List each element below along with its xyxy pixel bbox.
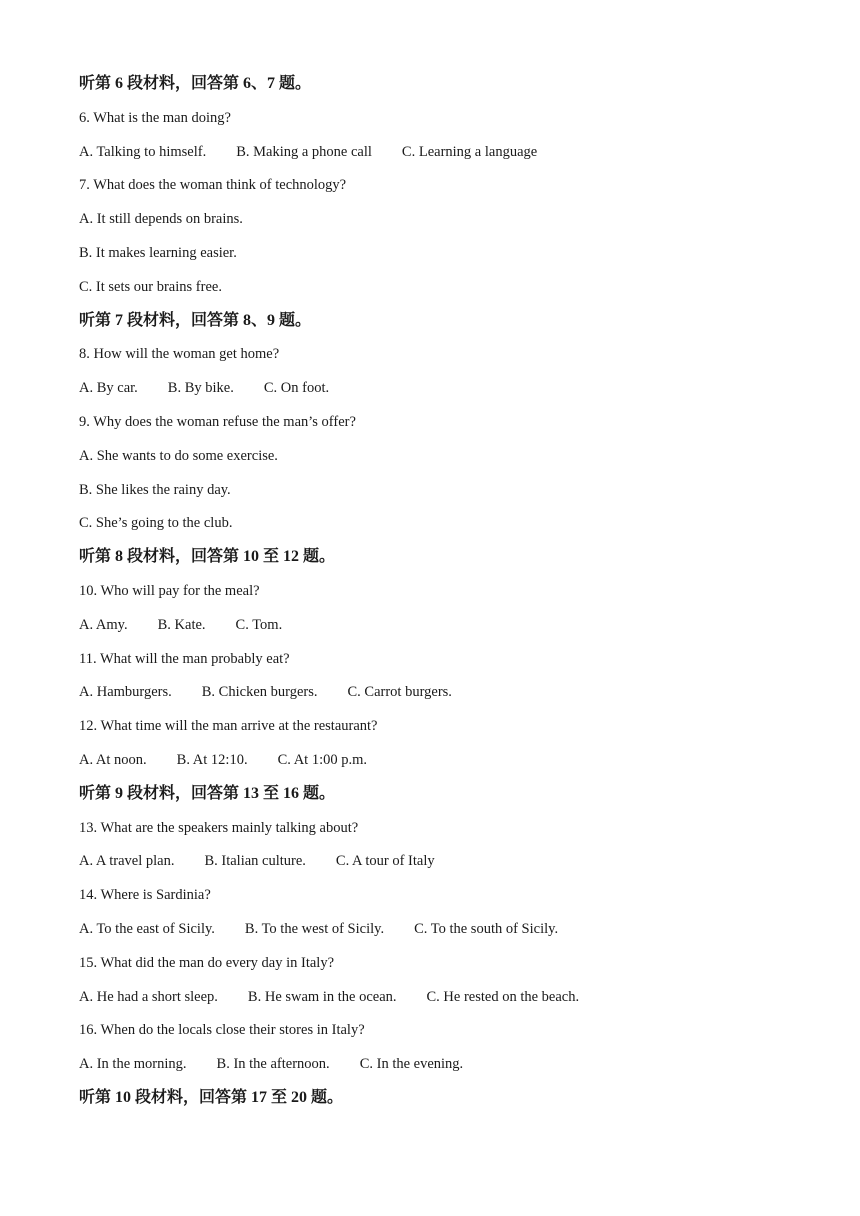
answer-option: A. A travel plan. (79, 853, 175, 870)
answer-option: C. Tom. (235, 616, 283, 633)
question-stem: 15. What did the man do every day in Italy? (79, 954, 335, 971)
answer-option: C. To the south of Sicily. (414, 920, 559, 937)
answer-option: B. Italian culture. (204, 853, 306, 870)
answer-option: A. To the east of Sicily. (79, 920, 215, 937)
section-heading: 听第 8 段材料，回答第 10 至 12 题。 (79, 548, 336, 566)
question-stem: 11. What will the man probably eat? (79, 650, 290, 667)
answer-option: A. She wants to do some exercise. (79, 447, 278, 464)
answer-options-row (79, 847, 799, 881)
answer-option: C. A tour of Italy (335, 853, 435, 870)
answer-options-row (79, 1050, 799, 1084)
answer-option: C. It sets our brains free. (79, 278, 222, 295)
answer-options-row (79, 611, 799, 645)
answer-options-row (79, 138, 799, 172)
answer-option: B. Kate. (157, 616, 206, 633)
answer-option: B. He swam in the ocean. (247, 988, 397, 1005)
answer-option: B. By bike. (167, 380, 234, 397)
question-stem: 16. When do the locals close their stores in Italy? (79, 1022, 365, 1039)
answer-option: C. Learning a language (401, 143, 538, 160)
section-heading: 听第 6 段材料，回答第 6、7 题。 (79, 75, 312, 92)
document-page (79, 70, 799, 1118)
question-stem: 14. Where is Sardinia? (79, 887, 211, 904)
answer-option: A. Talking to himself. (79, 143, 207, 160)
section-heading: 听第 7 段材料，回答第 8、9 题。 (79, 311, 312, 329)
answer-options-row (79, 374, 799, 408)
question-stem: 7. What does the woman think of technology? (79, 177, 347, 194)
question-stem: 9. Why does the woman refuse the man’s offer? (79, 413, 356, 430)
question-stem: 12. What time will the man arrive at the restaurant? (79, 718, 378, 735)
answer-option: B. It makes learning easier. (79, 244, 237, 261)
question-stem: 10. Who will pay for the meal? (79, 582, 260, 599)
answer-option: C. At 1:00 p.m. (277, 751, 368, 768)
section-heading: 听第 9 段材料，回答第 13 至 16 题。 (79, 784, 336, 802)
answer-option: C. In the evening. (359, 1056, 464, 1073)
question-stem: 8. How will the woman get home? (79, 346, 280, 363)
answer-option: A. Amy. (79, 616, 128, 633)
answer-option: B. To the west of Sicily. (244, 920, 385, 937)
answer-options-row (79, 746, 799, 780)
section-heading: 听第 10 段材料，回答第 17 至 20 题。 (79, 1088, 344, 1106)
answer-options-row (79, 915, 799, 949)
question-stem: 13. What are the speakers mainly talking about? (79, 819, 359, 836)
question-stem: 6. What is the man doing? (79, 109, 231, 126)
answer-option: B. Making a phone call (236, 143, 372, 160)
answer-option: C. On foot. (263, 380, 330, 397)
answer-option: B. In the afternoon. (216, 1056, 330, 1073)
answer-option: C. Carrot burgers. (347, 684, 452, 701)
answer-option: A. In the morning. (79, 1056, 187, 1073)
answer-option: C. He rested on the beach. (426, 988, 580, 1005)
answer-option: B. Chicken burgers. (201, 684, 318, 701)
answer-option: A. It still depends on brains. (79, 211, 243, 228)
answer-option: A. Hamburgers. (79, 684, 172, 701)
answer-options-row (79, 983, 799, 1017)
answer-option: A. By car. (79, 380, 138, 397)
answer-option: B. She likes the rainy day. (79, 481, 231, 498)
answer-option: C. She’s going to the club. (79, 515, 233, 532)
answer-options-row (79, 678, 799, 712)
answer-option: A. He had a short sleep. (79, 988, 218, 1005)
answer-option: B. At 12:10. (176, 751, 248, 768)
answer-option: A. At noon. (79, 751, 147, 768)
